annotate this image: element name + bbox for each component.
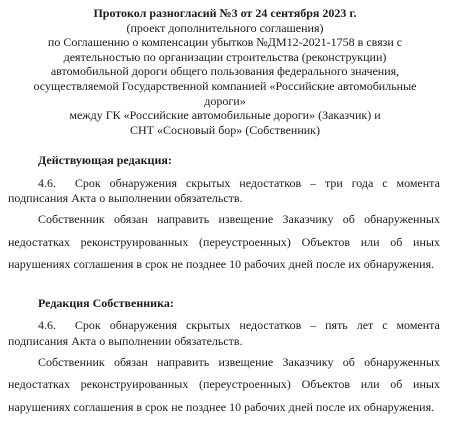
- word: или: [360, 377, 380, 391]
- current-edition-heading: Действующая редакция:: [38, 153, 172, 167]
- word: с: [382, 318, 388, 332]
- word: –: [310, 318, 317, 332]
- word: Заказчику: [282, 355, 334, 369]
- word: (переустроенных): [199, 377, 291, 391]
- word: три: [324, 176, 343, 190]
- word: иных: [413, 235, 440, 249]
- word: обязан: [113, 212, 148, 226]
- header-line: деятельностью по организации строительства (реконструкции): [63, 49, 387, 64]
- current-para-2-line-2: [8, 235, 440, 250]
- word: обнаружения: [109, 318, 178, 332]
- word: или: [360, 235, 380, 249]
- word: (переустроенных): [199, 235, 291, 249]
- header-line: осуществляемой Государственной компанией «Российские автомобильные: [33, 78, 417, 93]
- current-para-2-line-3: нарушениях соглашения в срок не позднее 10 рабочих дней после их обнаружения.: [8, 257, 435, 271]
- word: момента: [396, 176, 440, 190]
- word: недостатках: [8, 377, 70, 391]
- clause-number: 4.6.: [38, 176, 56, 190]
- word: лет: [356, 318, 374, 332]
- owner-para-2-line-3: нарушениях соглашения в срок не позднее 10 рабочих дней после их обнаружения.: [8, 400, 435, 414]
- word: Объектов: [301, 377, 351, 391]
- word: об: [390, 377, 403, 391]
- word: Собственник: [38, 212, 105, 226]
- header-line: дороги»: [204, 93, 246, 108]
- word: обнаруженных: [364, 212, 440, 226]
- word: направить: [157, 212, 210, 226]
- word: недостатков: [239, 318, 302, 332]
- header-line: автомобильной дороги общего пользования федерального значения,: [50, 64, 400, 79]
- document-header: [8, 6, 442, 137]
- word: направить: [157, 355, 210, 369]
- owner-para-2-line-2: [8, 377, 440, 392]
- word: скрытых: [185, 318, 231, 332]
- word: недостатках: [8, 235, 70, 249]
- word: реконструированных: [80, 235, 189, 249]
- header-line: по Соглашению о компенсации убытков №ДМ12-2021-1758 в связи с: [47, 35, 403, 50]
- word: обнаруженных: [364, 355, 440, 369]
- header-line: СНТ «Сосновый бор» (Собственник): [130, 122, 320, 137]
- word: извещение: [218, 212, 274, 226]
- owner-para-2-line-1: [38, 355, 440, 370]
- word: с: [382, 176, 388, 190]
- clause-number: 4.6.: [38, 318, 56, 332]
- word: пять: [325, 318, 348, 332]
- word: Объектов: [301, 235, 351, 249]
- owner-clause-line-2: подписания Акта о выполнении обязательств.: [8, 334, 243, 348]
- word: извещение: [218, 355, 274, 369]
- word: момента: [396, 318, 440, 332]
- word: скрытых: [185, 176, 231, 190]
- word: реконструированных: [80, 377, 189, 391]
- current-clause-line-2: подписания Акта о выполнении обязательств.: [8, 191, 243, 205]
- word: об: [390, 235, 403, 249]
- word: –: [310, 176, 317, 190]
- owner-clause-line-1: [38, 318, 440, 333]
- owner-clause-4-6: [38, 318, 440, 333]
- current-clause-4-6: [38, 176, 440, 191]
- current-para-2-line-1: [38, 212, 440, 227]
- word: Срок: [74, 318, 101, 332]
- word: об: [342, 355, 355, 369]
- document-title: Протокол разногласий №3 от 24 сентября 2023 г.: [93, 6, 357, 20]
- word: Заказчику: [282, 212, 334, 226]
- word: Собственник: [38, 355, 105, 369]
- word: об: [342, 212, 355, 226]
- word: обнаружения: [109, 176, 177, 190]
- word: Срок: [74, 176, 101, 190]
- word: недостатков: [239, 176, 302, 190]
- header-line: (проект дополнительного соглашения): [126, 20, 324, 35]
- word: года: [351, 176, 374, 190]
- owner-edition-heading: Редакция Собственника:: [38, 296, 174, 310]
- word: иных: [413, 377, 440, 391]
- word: обязан: [113, 355, 148, 369]
- current-clause-line-1: [38, 176, 440, 191]
- header-line: между ГК «Российские автомобильные дороги» (Заказчик) и: [69, 108, 381, 123]
